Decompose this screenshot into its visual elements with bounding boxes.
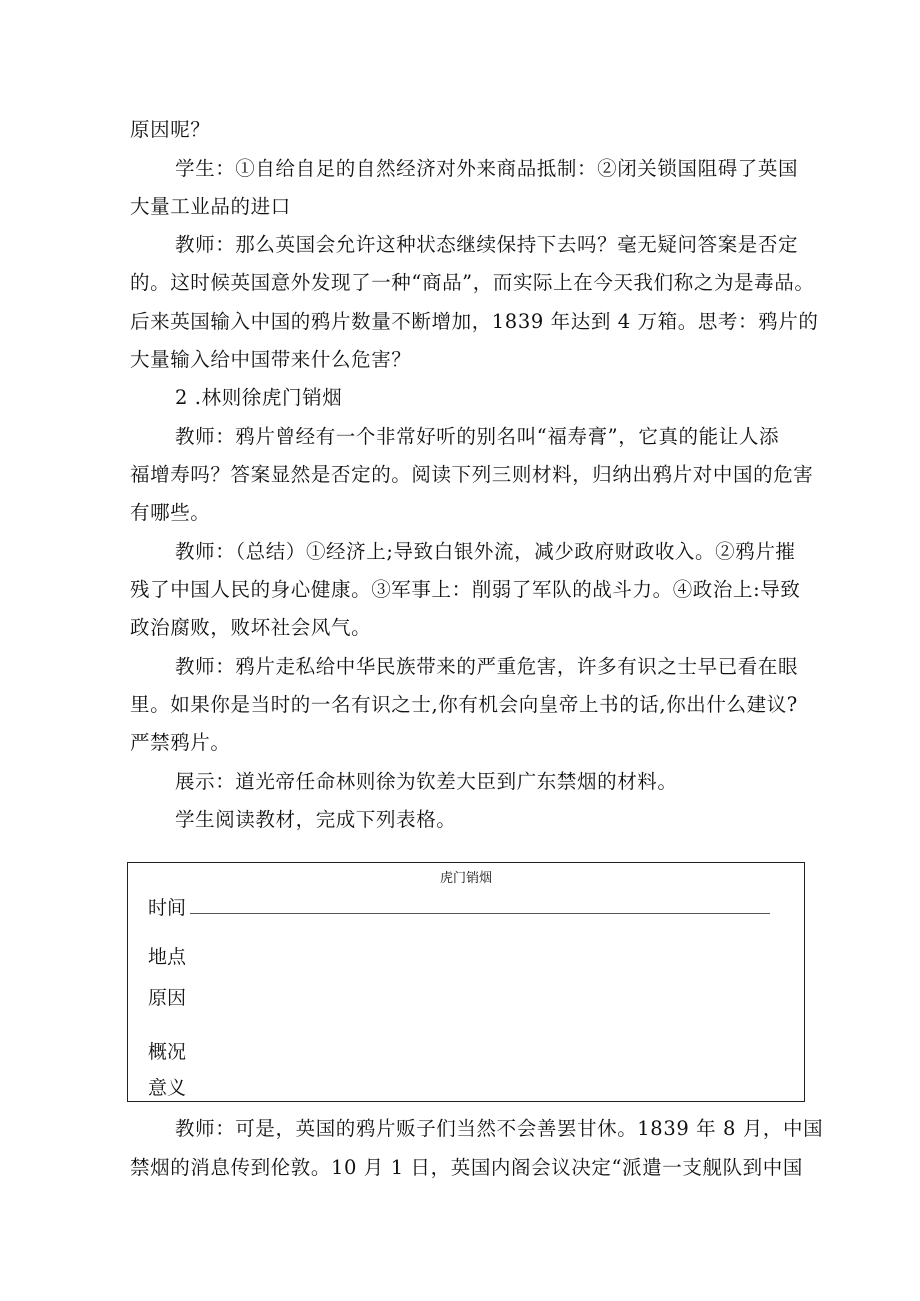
table-field-overview: 概况	[148, 1041, 187, 1063]
text-line: 严禁鸦片。	[130, 731, 231, 754]
text-line: 有哪些。	[130, 501, 211, 524]
text-line: 展示：道光帝任命林则徐为钦差大臣到广东禁烟的材料。	[175, 770, 678, 793]
text-line: 教师：鸦片曾经有一个非常好听的别名叫“福寿膏”，它真的能让人添	[175, 425, 780, 448]
text-line: 福增寿吗？答案显然是否定的。阅读下列三则材料，归纳出鸦片对中国的危害	[130, 463, 814, 486]
table-field-significance: 意义	[148, 1077, 187, 1099]
text-line: 教师：可是，英国的鸦片贩子们当然不会善罢甘休。1839 年 8 月，中国	[175, 1117, 824, 1140]
text-line: 政治腐败，败坏社会风气。	[130, 616, 372, 639]
text-line: 大量工业品的进口	[130, 195, 291, 218]
text-line: 的。这时候英国意外发现了一种“商品”，而实际上在今天我们称之为是毒品。	[130, 271, 815, 294]
text-line: 禁烟的消息传到伦敦。10 月 1 日，英国内阁会议决定“派遣一支舰队到中国	[130, 1156, 803, 1179]
text-line: 原因呢？	[130, 118, 211, 141]
text-line: 学生：①自给自足的自然经济对外来商品抵制：②闭关锁国阻碍了英国	[175, 157, 799, 180]
text-line: 后来英国输入中国的鸦片数量不断增加，1839 年达到 4 万箱。思考：鸦片的	[130, 310, 819, 333]
text-line: 2 .林则徐虎门销烟	[175, 386, 343, 409]
table-field-place: 地点	[148, 946, 187, 968]
text-line: 学生阅读教材，完成下列表格。	[175, 808, 457, 831]
text-line: 大量输入给中国带来什么危害？	[130, 348, 412, 371]
table-field-time: 时间	[148, 897, 187, 919]
text-line: 教师：（总结）①经济上;导致白银外流，减少政府财政收入。②鸦片摧	[175, 540, 796, 563]
table-title: 虎门销烟	[439, 871, 492, 886]
time-underline	[190, 913, 770, 914]
text-line: 残了中国人民的身心健康。③军事上：削弱了军队的战斗力。④政治上:导致	[130, 578, 801, 601]
text-line: 里。如果你是当时的一名有识之士,你有机会向皇帝上书的话,你出什么建议?	[130, 693, 798, 716]
text-line: 教师：鸦片走私给中华民族带来的严重危害，许多有识之士早已看在眼	[175, 655, 799, 678]
humen-table	[127, 862, 805, 1102]
text-line: 教师：那么英国会允许这种状态继续保持下去吗？毫无疑问答案是否定	[175, 233, 799, 256]
table-field-reason: 原因	[148, 987, 187, 1009]
